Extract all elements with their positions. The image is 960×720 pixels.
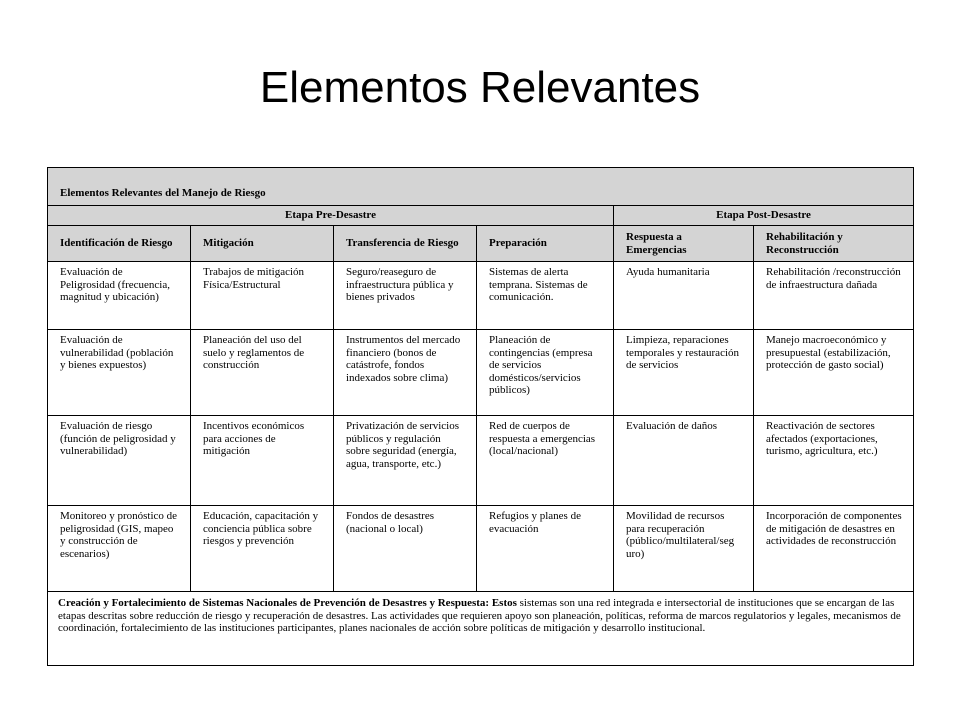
column-header: Rehabilitación y Reconstrucción: [754, 226, 914, 262]
column-header: Identificación de Riesgo: [48, 226, 191, 262]
table-cell: Instrumentos del mercado financiero (bonos de catástrofe, fondos indexados sobre clima): [334, 330, 477, 416]
slide-title: Elementos Relevantes: [259, 63, 701, 112]
table-cell: Rehabilitación /reconstrucción de infraestructura dañada: [754, 262, 914, 330]
table-cell: Evaluación de daños: [614, 416, 754, 506]
column-header: Transferencia de Riesgo: [334, 226, 477, 262]
table-cell: Privatización de servicios públicos y regulación sobre seguridad (energía, agua, transporte, etc.): [334, 416, 477, 506]
stage-post-disaster: Etapa Post-Desastre: [614, 206, 914, 226]
table-cell: Refugios y planes de evacuación: [477, 506, 614, 592]
table-cell: Ayuda humanitaria: [614, 262, 754, 330]
table-cell: Educación, capacitación y conciencia pública sobre riesgos y prevención: [191, 506, 334, 592]
footnote-text: sistemas son una red integrada e intersectorial de instituciones que se encargan de las etapas descritas sobre reducción de riesgo y recuperación de desastres. Las actividades que requieren apoyo son planeación, políticas, reforma de marcos regulatorios y legales, mecanismos de coordinación, fortalecimiento de las instituciones participantes, planes nacionales de acción sobre políticas de mitigación y desarrollo institucional.: [58, 597, 901, 634]
column-header: Respuesta a Emergencias: [614, 226, 754, 262]
header-row: [48, 226, 914, 262]
table-cell: Planeación del uso del suelo y reglamentos de construcción: [191, 330, 334, 416]
table-cell: Manejo macroeconómico y presupuestal (estabilización, protección de gasto social): [754, 330, 914, 416]
table-cell: Fondos de desastres (nacional o local): [334, 506, 477, 592]
table-cell: Planeación de contingencias (empresa de servicios domésticos/servicios públicos): [477, 330, 614, 416]
table-cell: Monitoreo y pronóstico de peligrosidad (GIS, mapeo y construcción de escenarios): [48, 506, 191, 592]
table-row: [48, 262, 914, 330]
risk-management-table: [47, 167, 914, 666]
table-row: [48, 330, 914, 416]
column-header: Mitigación: [191, 226, 334, 262]
table-cell: Incentivos económicos para acciones de mitigación: [191, 416, 334, 506]
table-cell: Red de cuerpos de respuesta a emergencias (local/nacional): [477, 416, 614, 506]
stage-pre-disaster: Etapa Pre-Desastre: [48, 206, 614, 226]
table-cell: Evaluación de vulnerabilidad (población y bienes expuestos): [48, 330, 191, 416]
table-cell: Seguro/reaseguro de infraestructura pública y bienes privados: [334, 262, 477, 330]
table-title: Elementos Relevantes del Manejo de Riesgo: [48, 168, 914, 206]
table-footnote: [48, 592, 914, 666]
table-cell: Reactivación de sectores afectados (exportaciones, turismo, agricultura, etc.): [754, 416, 914, 506]
table-cell: Incorporación de componentes de mitigación de desastres en actividades de reconstrucción: [754, 506, 914, 592]
table-cell: Trabajos de mitigación Física/Estructural: [191, 262, 334, 330]
column-header: Preparación: [477, 226, 614, 262]
table-row: [48, 416, 914, 506]
table-cell: Evaluación de riesgo (función de peligrosidad y vulnerabilidad): [48, 416, 191, 506]
footnote-lead: Creación y Fortalecimiento de Sistemas Nacionales de Prevención de Desastres y Respuesta: Estos: [58, 597, 517, 609]
table-cell: Sistemas de alerta temprana. Sistemas de comunicación.: [477, 262, 614, 330]
table-cell: Limpieza, reparaciones temporales y restauración de servicios: [614, 330, 754, 416]
table-cell: Evaluación de Peligrosidad (frecuencia, magnitud y ubicación): [48, 262, 191, 330]
table-row: [48, 506, 914, 592]
table-cell: Movilidad de recursos para recuperación (público/multilateral/seg uro): [614, 506, 754, 592]
